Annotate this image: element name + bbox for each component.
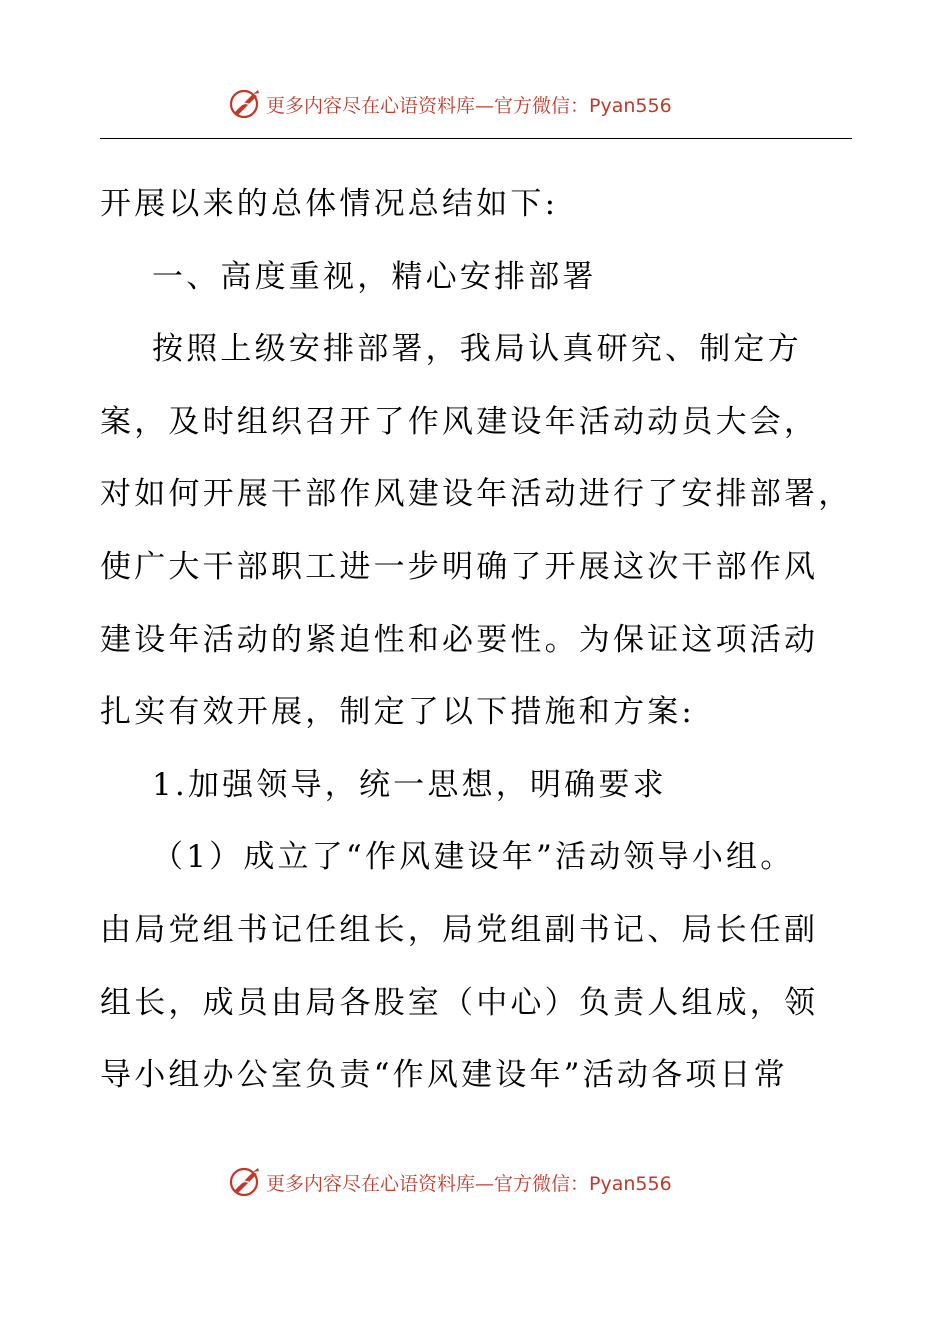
- banner-text: 更多内容尽在心语资料库—官方微信：Pyan556: [266, 1172, 672, 1195]
- header-banner: [228, 86, 672, 122]
- footer-banner: [228, 1164, 672, 1200]
- header-rule: [100, 138, 852, 139]
- text-line: 使广大干部职工进一步明确了开展这次干部作风: [100, 548, 819, 585]
- text-line: 案，及时组织召开了作风建设年活动动员大会，: [100, 403, 819, 440]
- text-line: 建设年活动的紧迫性和必要性。为保证这项活动: [100, 621, 819, 658]
- text-line: 按照上级安排部署，我局认真研究、制定方: [152, 331, 802, 368]
- document-body: [100, 168, 860, 1112]
- text-line: 导小组办公室负责“作风建设年”活动各项日常: [100, 1057, 788, 1094]
- text-line: 扎实有效开展，制定了以下措施和方案:: [100, 694, 696, 731]
- pen-logo-icon: [228, 1165, 262, 1199]
- subsection-heading: 1.加强领导，统一思想，明确要求: [152, 766, 667, 803]
- pen-logo-icon: [228, 87, 262, 121]
- text-line: 由局党组书记任组长，局党组副书记、局长任副: [100, 911, 819, 948]
- section-heading: 一、高度重视，精心安排部署: [152, 258, 597, 295]
- text-line: 开展以来的总体情况总结如下:: [100, 186, 559, 222]
- text-line: 对如何开展干部作风建设年活动进行了安排部署，: [100, 476, 853, 513]
- text-line: （1）成立了“作风建设年”活动领导小组。: [152, 839, 795, 876]
- text-line: 组长，成员由局各股室（中心）负责人组成，领: [100, 984, 819, 1021]
- banner-text: 更多内容尽在心语资料库—官方微信：Pyan556: [266, 94, 672, 117]
